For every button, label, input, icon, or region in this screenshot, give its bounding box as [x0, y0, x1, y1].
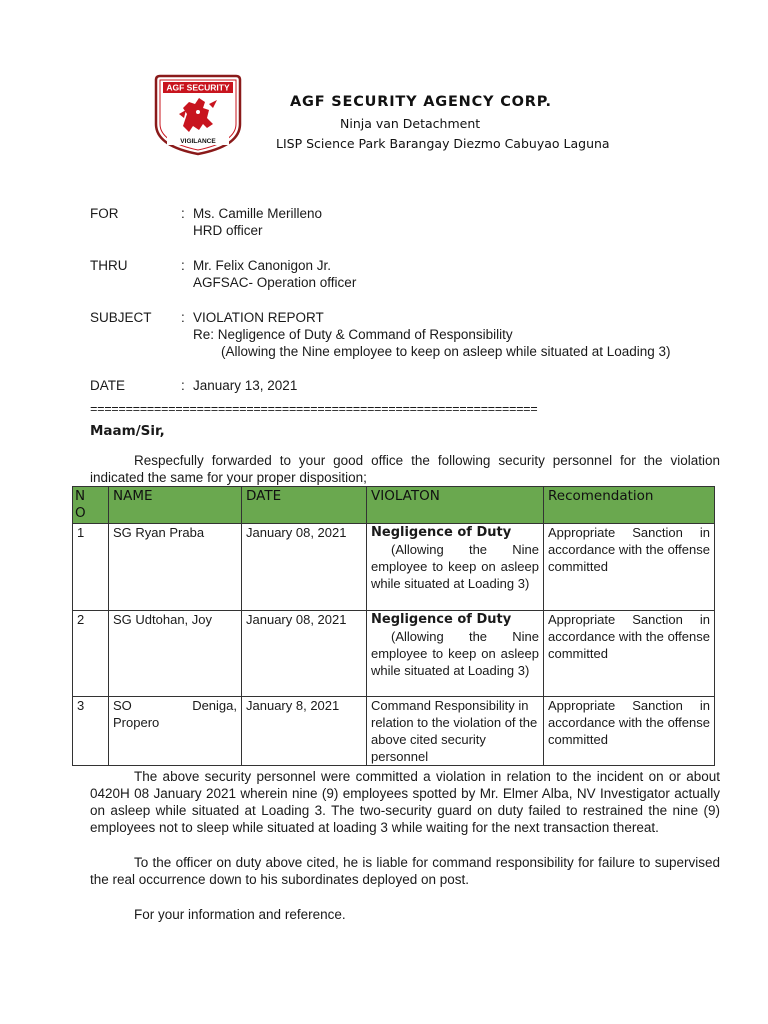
- logo-bottom-text: VIGILANCE: [180, 138, 216, 145]
- row-name-line-2: Propero: [113, 715, 160, 730]
- thru-colon: :: [181, 258, 185, 273]
- row-name: SG Ryan Praba: [109, 524, 242, 611]
- row-date: January 08, 2021: [242, 611, 367, 697]
- table-row: [73, 611, 715, 697]
- row-name: [109, 697, 242, 766]
- row-violation: [367, 524, 544, 611]
- row-no: 3: [73, 697, 109, 766]
- row-violation: [367, 611, 544, 697]
- for-label: FOR: [90, 206, 119, 221]
- detachment-name: Ninja van Detachment: [340, 116, 481, 131]
- header-recommendation: Recomendation: [544, 487, 715, 524]
- header-no: N O: [73, 487, 109, 524]
- violation-detail: Command Responsibility in relation to the violation of the above cited security personnel: [371, 698, 538, 764]
- row-recommendation: Appropriate Sanction in accordance with the offense committed: [544, 697, 715, 766]
- row-no: 2: [73, 611, 109, 697]
- for-title: HRD officer: [193, 223, 263, 238]
- closing-line: For your information and reference.: [134, 907, 346, 922]
- company-address: LISP Science Park Barangay Diezmo Cabuyao Laguna: [276, 136, 610, 151]
- thru-label: THRU: [90, 258, 128, 273]
- row-name-part-2: Deniga,: [192, 698, 237, 713]
- row-date: January 08, 2021: [242, 524, 367, 611]
- header-violation: VIOLATON: [367, 487, 544, 524]
- body-paragraph-1: The above security personnel were committed a violation in relation to the incident on or about 0420H 08 January 2021 wherein nine (9) employees spotted by Mr. Elmer Alba, NV Investigator actually on asleep while situated at Loading 3. The two-security guard on duty failed to restrained the nine (9) employees not to sleep while situated at loading 3 while waiting for the next transaction thereat.: [90, 769, 720, 835]
- table-header-row: [73, 487, 715, 524]
- subject-label: SUBJECT: [90, 310, 152, 325]
- violation-detail: (Allowing the Nine employee to keep on asleep while situated at Loading 3): [371, 542, 539, 591]
- subject-colon: :: [181, 310, 185, 325]
- body-paragraph-2: To the officer on duty above cited, he is liable for command responsibility for failure to supervised the real occurrence down to his subordinates deployed on post.: [90, 855, 720, 887]
- violation-detail: (Allowing the Nine employee to keep on asleep while situated at Loading 3): [371, 629, 539, 678]
- for-colon: :: [181, 206, 185, 221]
- agf-logo-icon: [153, 74, 243, 156]
- subject-line-3: (Allowing the Nine employee to keep on asleep while situated at Loading 3): [221, 344, 671, 359]
- row-name-part-1: SO: [113, 698, 132, 713]
- thru-title: AGFSAC- Operation officer: [193, 275, 357, 290]
- header-date: DATE: [242, 487, 367, 524]
- subject-line-2: Re: Negligence of Duty & Command of Responsibility: [193, 327, 513, 342]
- violation-title: Negligence of Duty: [371, 525, 512, 540]
- table-row: [73, 524, 715, 611]
- separator-line: ===============================================================: [90, 403, 538, 417]
- table-row: [73, 697, 715, 766]
- for-name: Ms. Camille Merilleno: [193, 206, 323, 221]
- date-label: DATE: [90, 378, 126, 393]
- violation-table: [72, 486, 715, 766]
- row-name: SG Udtohan, Joy: [109, 611, 242, 697]
- violation-title: Negligence of Duty: [371, 612, 512, 627]
- intro-paragraph: Respecfully forwarded to your good office the following security personnel for the violation indicated the same for your proper disposition;: [90, 453, 720, 485]
- company-name: AGF SECURITY AGENCY CORP.: [290, 94, 552, 110]
- salutation: Maam/Sir,: [90, 423, 165, 439]
- header-name: NAME: [109, 487, 242, 524]
- row-recommendation: Appropriate Sanction in accordance with the offense committed: [544, 611, 715, 697]
- row-violation: [367, 697, 544, 766]
- subject-line-1: VIOLATION REPORT: [193, 310, 324, 325]
- logo-top-text: AGF SECURITY: [166, 82, 230, 93]
- date-value: January 13, 2021: [193, 378, 298, 393]
- thru-name: Mr. Felix Canonigon Jr.: [193, 258, 332, 273]
- row-recommendation: Appropriate Sanction in accordance with the offense committed: [544, 524, 715, 611]
- row-date: January 8, 2021: [242, 697, 367, 766]
- date-colon: :: [181, 378, 185, 393]
- row-no: 1: [73, 524, 109, 611]
